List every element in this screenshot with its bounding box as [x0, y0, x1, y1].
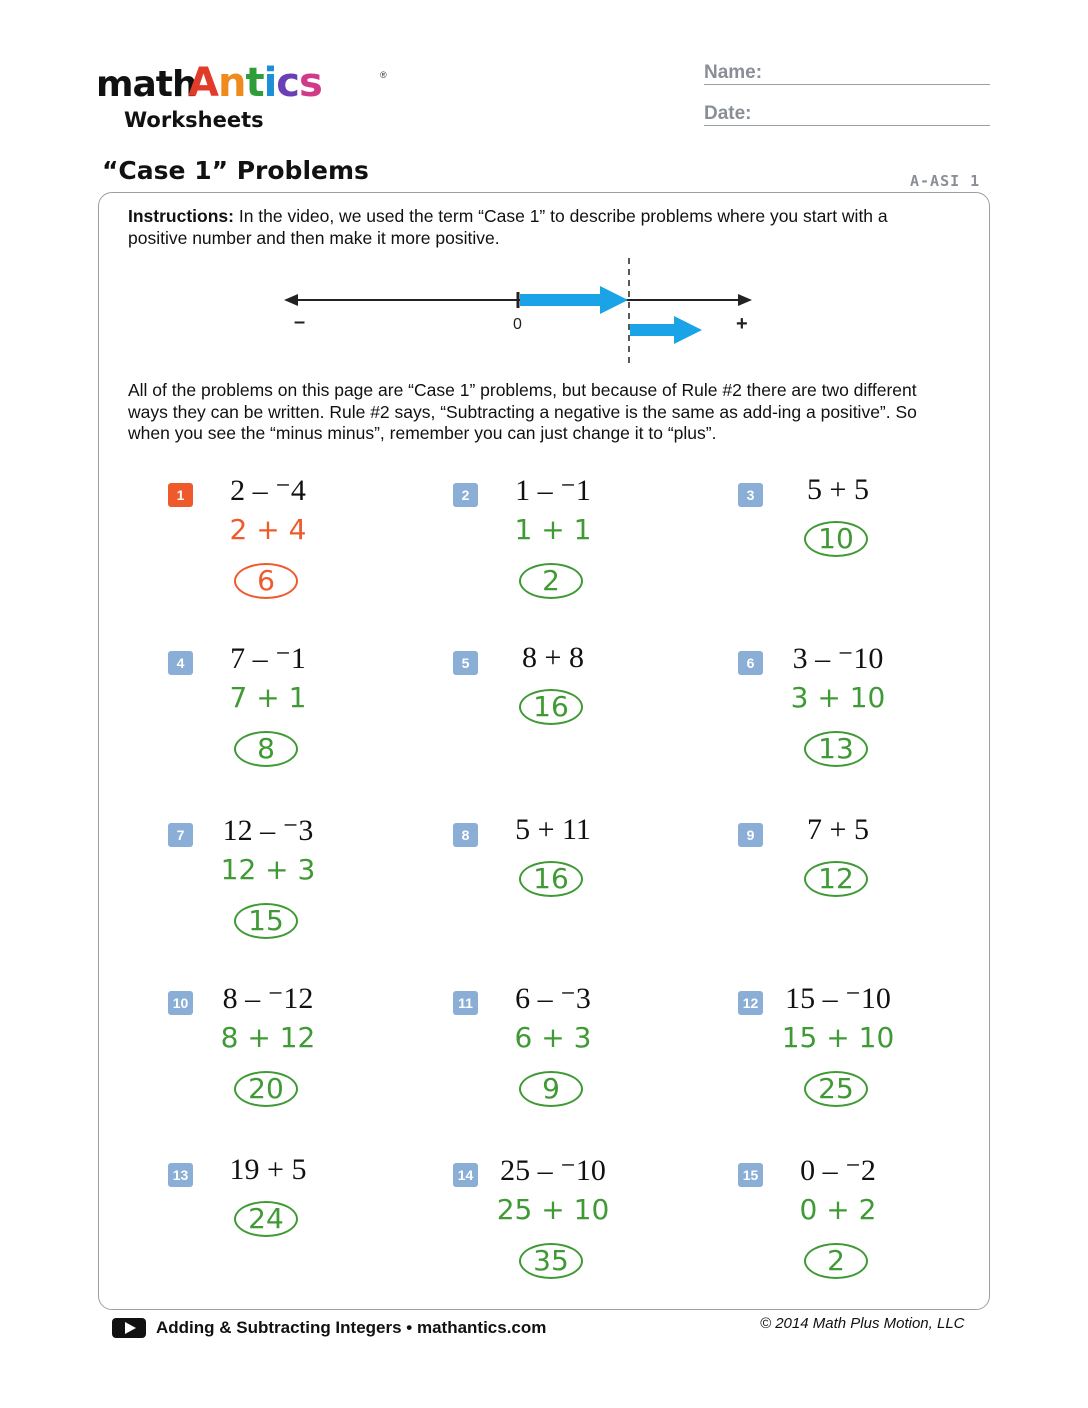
math-antics-logo — [96, 60, 387, 136]
footer-text: Adding & Subtracting Integers • mathantics.com — [156, 1318, 547, 1337]
problem-number-badge: 14 — [453, 1163, 478, 1187]
circled-answer: 2 — [519, 563, 583, 599]
problem-6 — [738, 642, 988, 791]
circled-answer: 10 — [804, 521, 868, 557]
worksheet-code: A-ASI 1 — [910, 172, 981, 190]
problem-number-badge: 1 — [168, 483, 193, 507]
problem-11 — [453, 982, 703, 1131]
problem-number-badge: 3 — [738, 483, 763, 507]
logo-letter: A — [188, 60, 218, 106]
problem-expression: 6 – ⁻3 — [515, 982, 591, 1015]
blue-arrow-upper — [520, 286, 628, 314]
problem-expression: 25 – ⁻10 — [500, 1154, 606, 1187]
problem-expression: 8 – ⁻12 — [222, 982, 314, 1015]
logo-letter: i — [263, 60, 277, 106]
problem-10 — [168, 982, 418, 1131]
problem-number-badge: 13 — [168, 1163, 193, 1187]
problem-rewrite: 12 + 3 — [220, 853, 316, 886]
blue-arrow-lower — [630, 316, 702, 344]
problem-4 — [168, 642, 418, 791]
logo-worksheets: Worksheets — [124, 108, 264, 132]
plus-label: + — [736, 313, 748, 335]
circled-answer: 16 — [519, 689, 583, 725]
logo-letter: t — [245, 60, 264, 106]
problem-13 — [168, 1153, 418, 1303]
problem-3 — [738, 473, 988, 623]
problem-expression: 8 + 8 — [522, 641, 584, 674]
name-label: Name: — [704, 62, 763, 83]
right-arrowhead — [738, 294, 752, 306]
circled-answer: 6 — [234, 563, 298, 599]
date-label: Date: — [704, 103, 752, 124]
problem-number-badge: 8 — [453, 823, 478, 847]
problem-expression: 5 + 5 — [807, 473, 869, 506]
logo-letter: s — [299, 60, 322, 106]
problem-number-badge: 15 — [738, 1163, 763, 1187]
copyright: © 2014 Math Plus Motion, LLC — [760, 1315, 965, 1332]
problem-number-badge: 5 — [453, 651, 478, 675]
logo-antics — [188, 60, 322, 106]
problem-rewrite: 8 + 12 — [220, 1021, 316, 1054]
problem-14 — [453, 1154, 703, 1303]
logo-letter: c — [276, 60, 300, 106]
problem-rewrite: 6 + 3 — [514, 1021, 592, 1054]
minus-label: – — [294, 311, 306, 333]
problem-number-badge: 10 — [168, 991, 193, 1015]
problem-number-badge: 6 — [738, 651, 763, 675]
problem-number-badge: 2 — [453, 483, 478, 507]
problem-expression: 19 + 5 — [229, 1153, 307, 1186]
registered-mark: ® — [380, 70, 387, 80]
circled-answer: 35 — [519, 1243, 583, 1279]
problem-expression: 0 – ⁻2 — [800, 1154, 876, 1187]
problem-rewrite: 15 + 10 — [781, 1021, 895, 1054]
circled-answer: 12 — [804, 861, 868, 897]
problem-expression: 7 – ⁻1 — [230, 642, 306, 675]
problem-rewrite: 2 + 4 — [229, 513, 307, 546]
problem-number-badge: 12 — [738, 991, 763, 1015]
problem-5 — [453, 641, 703, 791]
problem-number-badge: 9 — [738, 823, 763, 847]
problem-15 — [738, 1154, 988, 1303]
name-field[interactable] — [704, 84, 990, 85]
problem-expression: 12 – ⁻3 — [222, 814, 314, 847]
problem-expression: 2 – ⁻4 — [230, 474, 306, 507]
circled-answer: 20 — [234, 1071, 298, 1107]
circled-answer: 2 — [804, 1243, 868, 1279]
play-icon — [112, 1318, 146, 1338]
problem-7 — [168, 814, 418, 963]
date-field[interactable] — [704, 125, 990, 126]
instructions-label: Instructions: — [128, 206, 234, 226]
circled-answer: 24 — [234, 1201, 298, 1237]
instructions — [128, 206, 948, 249]
logo-math: math — [96, 64, 197, 105]
circled-answer: 9 — [519, 1071, 583, 1107]
left-arrowhead — [284, 294, 298, 306]
problem-12 — [738, 982, 988, 1131]
circled-answer: 16 — [519, 861, 583, 897]
page-title: “Case 1” Problems — [102, 156, 369, 185]
problem-expression: 15 – ⁻10 — [785, 982, 891, 1015]
problem-2 — [453, 474, 703, 623]
number-line-diagram — [280, 256, 760, 372]
circled-answer: 25 — [804, 1071, 868, 1107]
problem-number-badge: 4 — [168, 651, 193, 675]
problem-rewrite: 25 + 10 — [496, 1193, 610, 1226]
zero-label: 0 — [513, 316, 522, 333]
circled-answer: 15 — [234, 903, 298, 939]
problem-rewrite: 0 + 2 — [799, 1193, 877, 1226]
problem-expression: 1 – ⁻1 — [515, 474, 591, 507]
problem-9 — [738, 813, 988, 963]
problem-expression: 7 + 5 — [807, 813, 869, 846]
logo-letter: n — [217, 60, 246, 106]
problem-number-badge: 11 — [453, 991, 478, 1015]
problem-rewrite: 3 + 10 — [790, 681, 886, 714]
problem-expression: 3 – ⁻10 — [792, 642, 884, 675]
problem-expression: 5 + 11 — [515, 813, 591, 846]
circled-answer: 13 — [804, 731, 868, 767]
instructions-text: In the video, we used the term “Case 1” to describe problems where you start with a positive number and then make it more positive. — [128, 206, 888, 248]
rule-paragraph: All of the problems on this page are “Case 1” problems, but because of Rule #2 there are two different ways they can be written. Rule #2 says, “Subtracting a negative is the same as add-ing a positive”. So when you see the “minus minus”, remember you can just change it to “plus”. — [128, 380, 917, 443]
problem-rewrite: 7 + 1 — [229, 681, 307, 714]
problem-number-badge: 7 — [168, 823, 193, 847]
problem-8 — [453, 813, 703, 963]
circled-answer: 8 — [234, 731, 298, 767]
problem-rewrite: 1 + 1 — [514, 513, 592, 546]
problem-1 — [168, 474, 418, 623]
